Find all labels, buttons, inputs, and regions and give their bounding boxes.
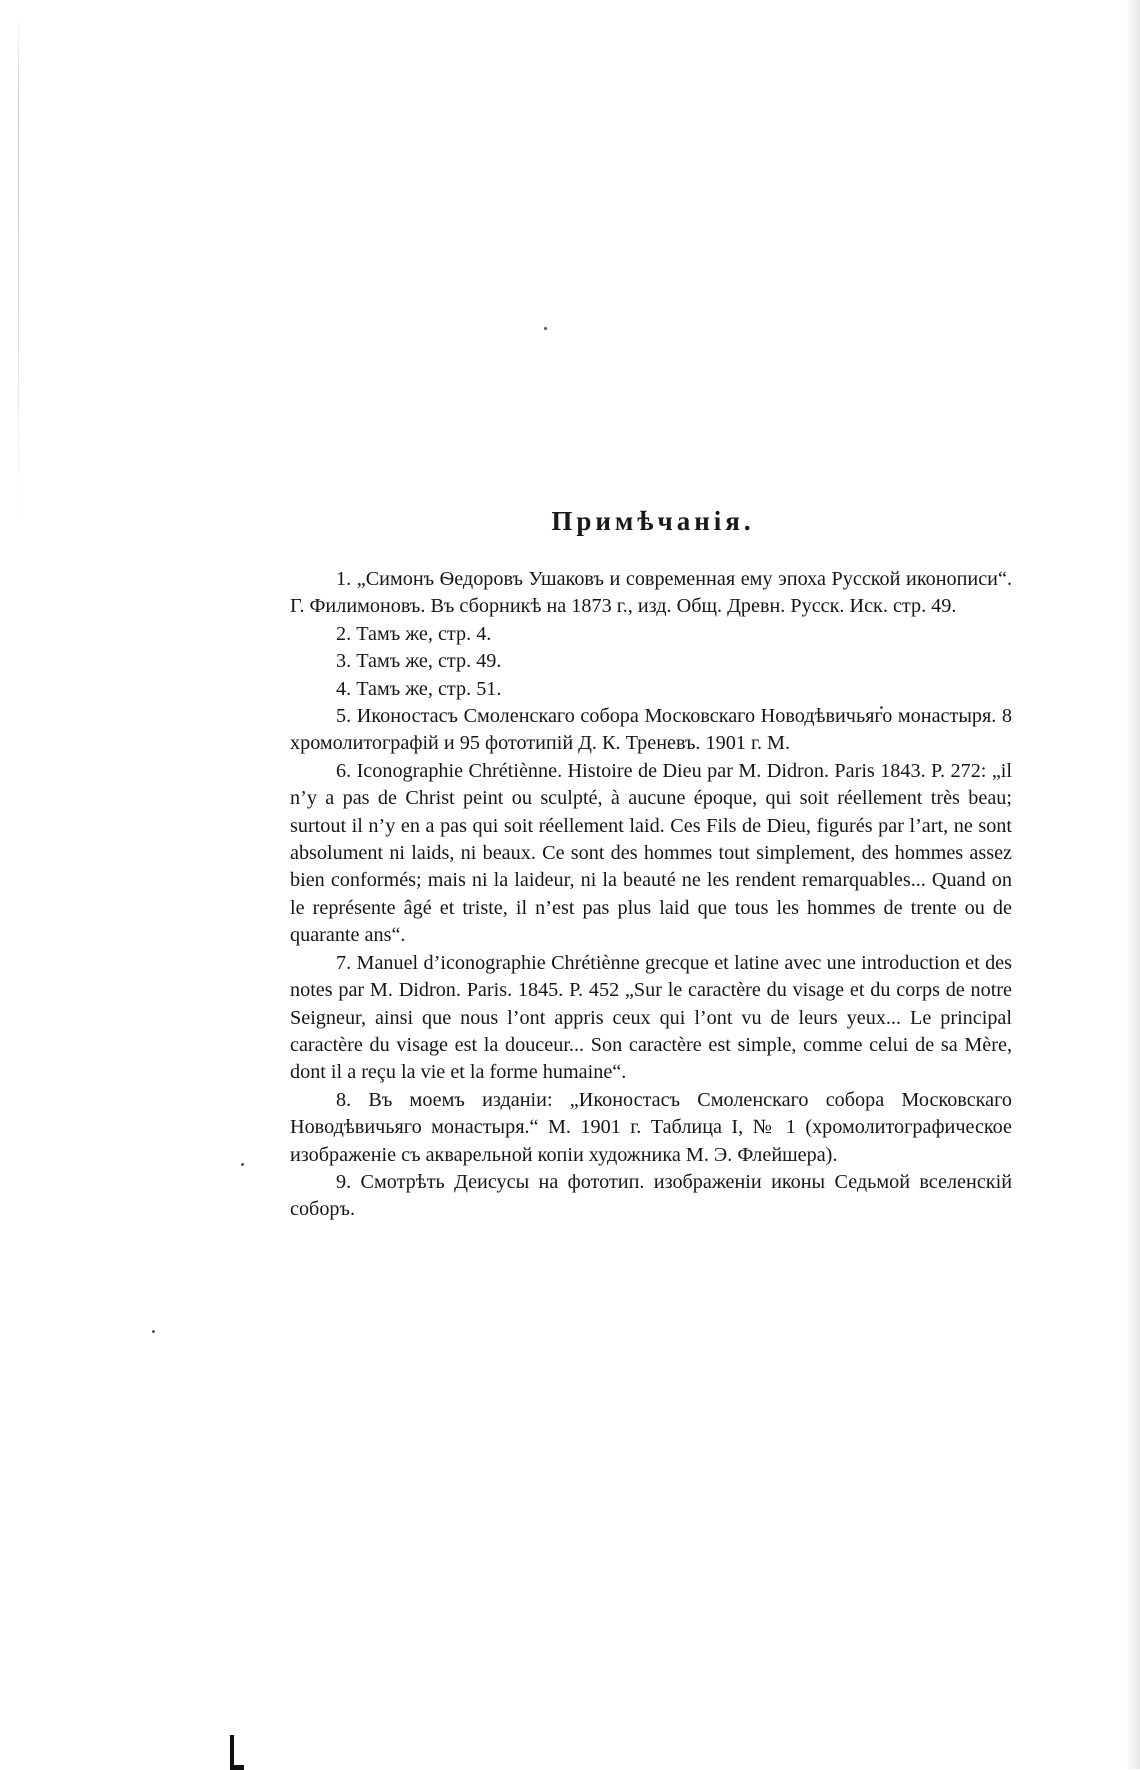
note-text: „Симонъ Ѳедоровъ Ушаковъ и современная ему эпоха Русской иконописи“. Г. Филимоновъ. Въ сборникѣ на 1873 г., изд. Общ. Древн. Русск. Иск. стр. 49.: [290, 568, 1012, 618]
note-text: Иконостасъ Смоленскаго собора Московскаго Новодѣвичьяго монастыря. 8 хромолитографій и 95 фототипій Д. К. Треневъ. 1901 г. М.: [290, 705, 1012, 755]
note-number: 2.: [336, 622, 352, 645]
note-item: [290, 1169, 1012, 1224]
note-item: [290, 758, 1012, 950]
note-item: [290, 621, 1012, 648]
note-text: Iconographie Chrétiènne. Histoire de Dieu par M. Didron. Paris 1843. P. 272: „il n’y a pas de Christ peint ou sculpté, à aucune époque, qui soit réellement très beau; surtout il n’y en a pas qui soit réellement laid. Ces Fils de Dieu, figurés par l’art, ne sont absolument ni laids, ni beaux. Ce sont des hommes tout simplement, des hommes assez bien conformés; mais ni la laideur, ni la beauté ne les rendent remarquables... Quand on le représente âgé et triste, il n’est pas plus laid que tous les hommes de trente ou de quarante ans“.: [290, 759, 1013, 947]
note-number: 6.: [336, 759, 352, 782]
note-number: 3.: [336, 650, 352, 673]
scan-corner-mark: [230, 1735, 244, 1770]
note-text: Въ моемъ изданіи: „Иконостасъ Смоленскаго собора Московскаго Новодѣвичьяго монастыря.“ М. 1901 г. Таблица I, № 1 (хромолитографическое изображеніе съ акварельной копіи художника М. Э. Флейшера).: [290, 1088, 1012, 1166]
page-heading: Примѣчанія.: [551, 506, 755, 536]
note-number: 5.: [336, 705, 352, 728]
scan-page-edge: [1126, 0, 1140, 1769]
scan-speck: [152, 1330, 155, 1333]
note-item: [290, 648, 1012, 675]
note-number: 8.: [336, 1088, 352, 1111]
note-item: [290, 703, 1012, 758]
note-item: [290, 1087, 1012, 1169]
note-item: [290, 676, 1012, 703]
scan-speck: [544, 327, 547, 330]
note-text: Смотрѣть Деисусы на фототип. изображеніи иконы Седьмой вселенскій соборъ.: [290, 1170, 1012, 1221]
note-number: 4.: [336, 677, 352, 700]
note-text: Manuel d’iconographie Chrétiènne grecque et latine avec une introduction et des notes par M. Didron. Paris. 1845. P. 452 „Sur le caractère du visage et du corps de notre Seigneur, ainsi que nous l’ont appris ceux qui l’ont vu de leurs yeux... Le principal caractère du visage est la douceur... Son caractère est simple, comme celui de sa Mère, dont il a reçu la vie et la forme humaine“.: [290, 951, 1013, 1084]
note-text: Тамъ же, стр. 4.: [356, 622, 492, 645]
scan-margin-mark: [18, 10, 19, 530]
note-item: [290, 566, 1012, 621]
note-item: [290, 950, 1012, 1087]
note-text: Тамъ же, стр. 51.: [356, 677, 502, 700]
notes-list: [290, 566, 1012, 1224]
note-number: 9.: [336, 1170, 352, 1193]
scan-speck: [241, 1163, 244, 1166]
note-number: 1.: [336, 568, 352, 590]
note-number: 7.: [336, 951, 352, 974]
note-text: Тамъ же, стр. 49.: [356, 650, 502, 673]
